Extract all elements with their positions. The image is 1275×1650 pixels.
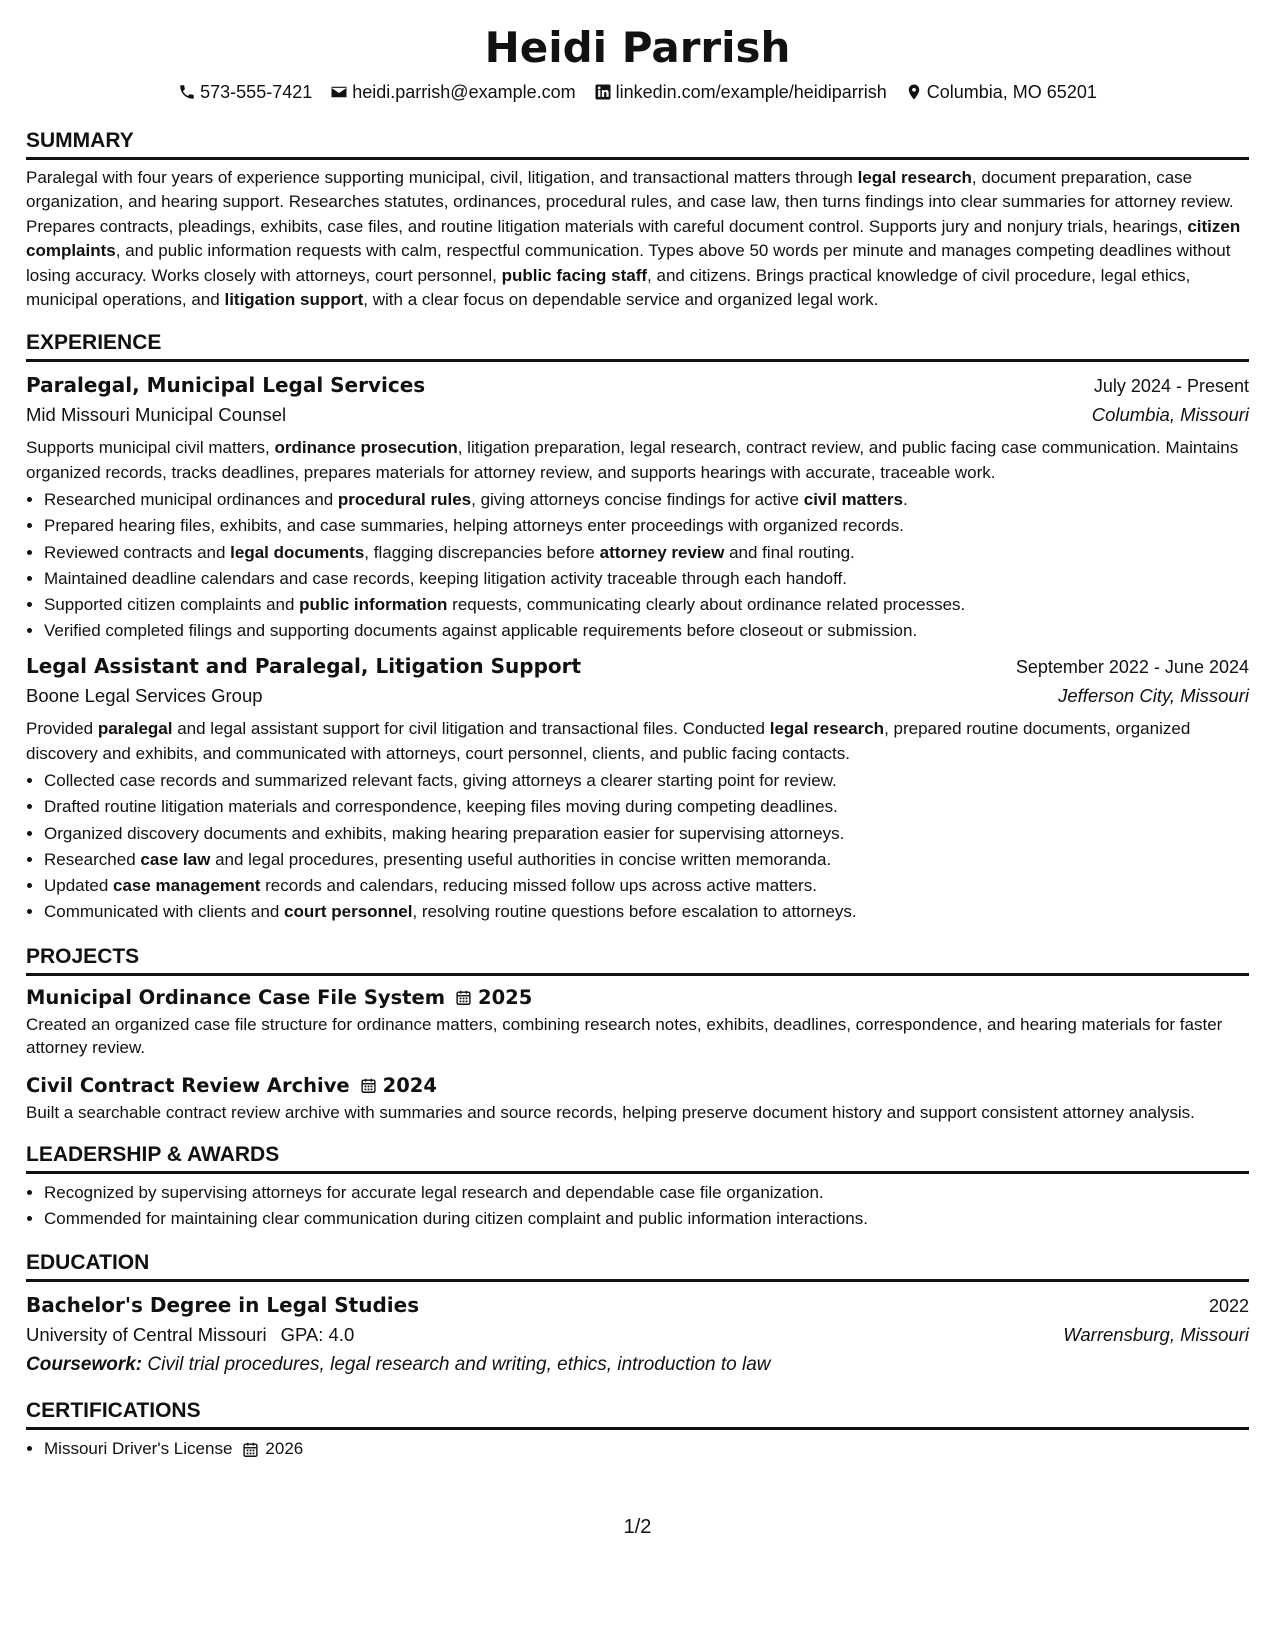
list-item — [44, 794, 1249, 820]
entry-header — [26, 652, 1249, 681]
keyword-bold: attorney review — [599, 542, 725, 562]
keyword-bold: public information — [299, 595, 448, 615]
text-run: , and citizens. Brings practical knowledge of civil procedure, legal ethics, municipal operations, and — [26, 265, 1191, 310]
page-number: 1/2 — [623, 1516, 652, 1538]
job-bullets — [26, 768, 1249, 925]
list-item — [44, 566, 1249, 592]
project-title: Municipal Ordinance Case File System — [26, 985, 446, 1009]
job-title: Paralegal, Municipal Legal Services — [26, 373, 426, 398]
contact-phone — [178, 80, 312, 104]
certification-list — [26, 1436, 1249, 1462]
company-name: Boone Legal Services Group — [26, 685, 263, 707]
job-location: Columbia, Missouri — [1091, 404, 1249, 426]
envelope-icon — [330, 83, 348, 101]
certification-name: • Missouri Driver's License — [44, 1439, 233, 1459]
list-item — [44, 821, 1249, 847]
coursework-text: Civil trial procedures, legal research and writing, ethics, introduction to law — [147, 1354, 771, 1376]
job-dates: July 2024 - Present — [1093, 376, 1249, 397]
text-run: Supported citizen complaints and — [44, 595, 300, 615]
list-item — [44, 1436, 1249, 1462]
experience-entry — [26, 371, 1249, 644]
project-entry — [26, 984, 1249, 1060]
text-run: Updated — [44, 876, 113, 896]
school-name: University of Central Missouri — [26, 1324, 267, 1346]
school-line — [26, 1320, 354, 1350]
job-bullets — [26, 487, 1249, 644]
keyword-bold: citizen complaints — [26, 216, 1241, 261]
job-description — [26, 717, 1249, 766]
contact-location — [905, 80, 1097, 104]
school-location: Warrensburg, Missouri — [1063, 1324, 1249, 1346]
text-run: , and public information requests with calm, respectful communication. Types above 50 words per minute and manages competing deadlines without losing accuracy. Works closely with attorneys, court personnel, — [26, 241, 1231, 285]
calendar-icon — [360, 1077, 377, 1094]
text-run: , giving attorneys concise findings for active — [471, 490, 804, 510]
entry-header — [26, 371, 1249, 400]
section-title-leadership: LEADERSHIP & AWARDS — [26, 1142, 1249, 1174]
project-year-text: 2025 — [478, 986, 533, 1009]
text-run: , flagging discrepancies before — [364, 542, 600, 562]
text-run: Drafted routine litigation materials and correspondence, keeping files moving during competing deadlines. — [44, 797, 838, 817]
project-year — [455, 986, 532, 1009]
list-item — [44, 513, 1249, 539]
gpa: GPA: 4.0 — [280, 1324, 355, 1346]
text-run: , document preparation, case organization, and hearing support. Researches statutes, ordinances, procedural rules, and case law, then turns findings into clear summaries for attorney review. Prepares contracts, pleadings, exhibits, case files, and routine litigation materials with careful document control. Supports jury and nonjury trials, hearings, — [26, 168, 1234, 236]
linkedin-icon — [594, 83, 612, 101]
candidate-name: Heidi Parrish — [484, 23, 791, 72]
keyword-bold: case law — [140, 849, 211, 869]
coursework — [26, 1350, 1249, 1380]
contact-linkedin[interactable] — [594, 80, 887, 104]
text-run: Communicated with clients and — [44, 902, 285, 922]
entry-subheader — [26, 1320, 1249, 1350]
text-run: Reviewed contracts and — [44, 542, 231, 562]
list-item — [44, 899, 1249, 925]
project-entry — [26, 1072, 1249, 1125]
job-title: Legal Assistant and Paralegal, Litigation Support — [26, 654, 582, 679]
text-run: Verified completed filings and supporting documents against applicable requirements before closeout or submission. — [44, 621, 918, 641]
section-title-summary: SUMMARY — [26, 128, 1249, 160]
text-run: Provided — [26, 719, 98, 739]
entry-header — [26, 1291, 1249, 1320]
map-pin-icon — [905, 83, 923, 101]
keyword-bold: civil matters — [803, 490, 903, 510]
list-item — [44, 768, 1249, 794]
section-title-education: EDUCATION — [26, 1250, 1249, 1282]
keyword-bold: procedural rules — [337, 490, 472, 510]
text-run: Prepared hearing files, exhibits, and case summaries, helping attorneys enter proceedings with organized records. — [44, 516, 904, 536]
list-item — [44, 592, 1249, 618]
text-run: , resolving routine questions before escalation to attorneys. — [412, 902, 857, 922]
degree-title: Bachelor's Degree in Legal Studies — [26, 1293, 420, 1318]
list-item — [44, 540, 1249, 566]
resume-content — [26, 0, 1249, 1463]
text-run: and legal procedures, presenting useful authorities in concise written memoranda. — [210, 849, 832, 869]
phone-icon — [178, 83, 196, 101]
project-description: Built a searchable contract review archive with summaries and source records, helping preserve document history and support consistent attorney analysis. — [26, 1102, 1195, 1122]
job-dates: September 2022 - June 2024 — [1015, 657, 1249, 678]
phone-text: 573-555-7421 — [200, 82, 313, 102]
entry-subheader — [26, 400, 1249, 430]
list-item: • Commended for maintaining clear communication during citizen complaint and public information interactions. — [44, 1206, 1249, 1232]
list-item — [44, 873, 1249, 899]
job-description — [26, 436, 1249, 485]
text-run: and legal assistant support for civil litigation and transactional files. Conducted — [172, 719, 770, 739]
keyword-bold: legal research — [769, 719, 885, 739]
section-title-experience: EXPERIENCE — [26, 330, 1249, 362]
keyword-bold: case management — [113, 876, 261, 896]
keyword-bold: ordinance prosecution — [274, 438, 458, 458]
text-run: records and calendars, reducing missed follow ups across active matters. — [260, 876, 817, 896]
project-header — [26, 984, 1249, 1012]
list-item — [44, 618, 1249, 644]
location-text: Columbia, MO 65201 — [926, 82, 1097, 102]
project-description: Created an organized case file structure for ordinance matters, combining research notes, exhibits, deadlines, correspondence, and hearing materials for faster attorney review. — [26, 1014, 1223, 1057]
keyword-bold: paralegal — [97, 719, 173, 739]
project-title: Civil Contract Review Archive — [26, 1073, 350, 1097]
keyword-bold: legal research — [857, 168, 972, 187]
experience-entry — [26, 652, 1249, 925]
calendar-icon — [242, 1441, 259, 1458]
calendar-icon — [455, 989, 472, 1006]
text-run: Collected case records and summarized relevant facts, giving attorneys a clearer starting point for review. — [44, 771, 837, 791]
project-header — [26, 1072, 1249, 1100]
text-run: . — [902, 490, 908, 510]
coursework-label: Coursework: — [26, 1354, 143, 1376]
entry-subheader — [26, 681, 1249, 711]
leadership-bullets — [26, 1180, 1249, 1232]
text-run: Researched municipal ordinances and — [44, 490, 338, 510]
text-run: Paralegal with four years of experience supporting municipal, civil, litigation, and transactional matters through — [26, 168, 858, 187]
list-item: • Recognized by supervising attorneys for accurate legal research and dependable case file organization. — [44, 1180, 1249, 1206]
text-run: , with a clear focus on dependable service and organized legal work. — [363, 290, 879, 310]
keyword-bold: court personnel — [284, 902, 413, 922]
list-item — [44, 487, 1249, 513]
text-run: , prepared routine documents, organized discovery and exhibits, and communicated with attorneys, court personnel, clients, and public facing contacts. — [26, 719, 1191, 763]
text-run: Maintained deadline calendars and case records, keeping litigation activity traceable through each handoff. — [44, 568, 847, 588]
certification-year: 2026 — [265, 1439, 304, 1459]
section-title-projects: PROJECTS — [26, 944, 1249, 976]
email-text[interactable]: heidi.parrish@example.com — [352, 82, 576, 102]
list-item — [44, 847, 1249, 873]
section-title-certifications: CERTIFICATIONS — [26, 1398, 1249, 1430]
education-entry — [26, 1291, 1249, 1380]
certification-row — [44, 1436, 1249, 1462]
education-year: 2022 — [1208, 1296, 1249, 1317]
text-run: Researched — [44, 849, 141, 869]
text-run: requests, communicating clearly about ordinance related processes. — [447, 595, 966, 615]
keyword-bold: public facing staff — [501, 265, 648, 285]
keyword-bold: legal documents — [230, 542, 365, 562]
contact-bar — [26, 80, 1249, 104]
text-run: , litigation preparation, legal research, contract review, and public facing case communication. Maintains organized records, tracks deadlines, prepares materials for attorney review, and supports hearings with accurate, traceable work. — [26, 438, 1239, 482]
project-year-text: 2024 — [382, 1074, 437, 1097]
summary-text — [26, 166, 1249, 312]
project-year — [360, 1074, 437, 1097]
linkedin-text[interactable]: linkedin.com/example/heidiparrish — [615, 82, 887, 102]
keyword-bold: litigation support — [224, 290, 364, 310]
text-run: Supports municipal civil matters, — [26, 438, 275, 458]
text-run: and final routing. — [724, 542, 855, 562]
company-name: Mid Missouri Municipal Counsel — [26, 404, 287, 426]
job-location: Jefferson City, Missouri — [1058, 685, 1249, 707]
text-run: Organized discovery documents and exhibits, making hearing preparation easier for supervising attorneys. — [44, 823, 845, 843]
contact-email[interactable] — [330, 80, 575, 104]
